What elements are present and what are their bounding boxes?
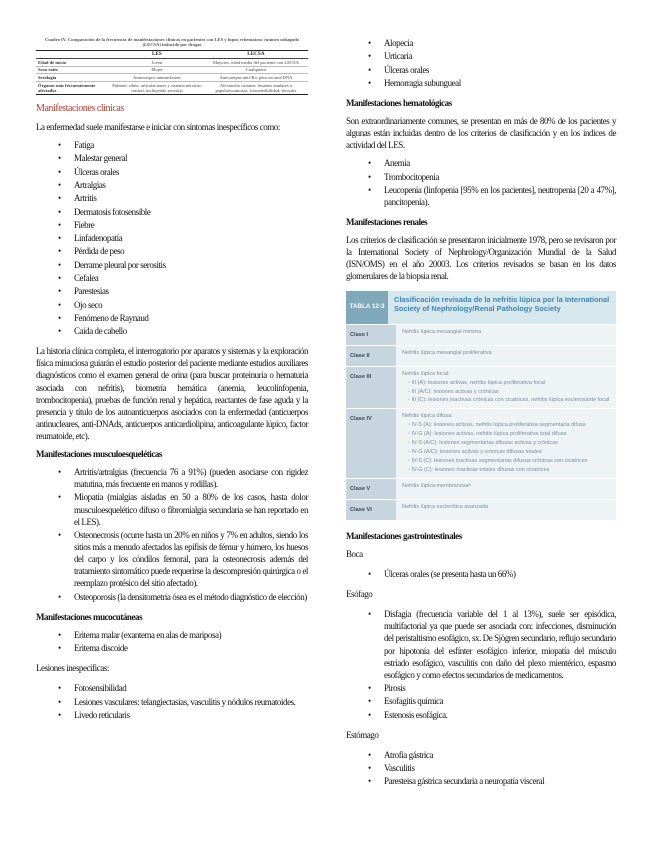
right-column	[346, 0, 616, 795]
comparison-cell: Pulmón, riñón, articulaciones y sistema nervioso central, incluyendo serositis	[110, 82, 204, 95]
class-subtype	[402, 439, 610, 448]
comparison-column-header: LECSA	[204, 51, 308, 59]
list-item: • Úlceras orales	[346, 64, 616, 76]
bullet-icon: ◦	[408, 457, 412, 464]
list-item: • Caída de cabello	[36, 325, 308, 337]
bullet-icon: ◦	[408, 379, 412, 386]
class-line: Nefritis lúpica membranosaᵃ	[402, 482, 471, 489]
class-line: Nefritis lúpica difusa:	[402, 413, 453, 420]
class-line: Nefritis lúpica mesangial mínima	[402, 328, 482, 335]
class-description	[396, 367, 616, 409]
renal-heading: Manifestaciones renales	[346, 217, 428, 228]
classification-row	[346, 345, 616, 366]
list-item: • Fotosensibilidad	[36, 682, 308, 694]
list-item: • Malestar general	[36, 152, 308, 164]
comparison-cell: Edad de inicio	[36, 59, 110, 67]
list-item: • Artritis/artralgias (frecuencia 76 a 91%) (pueden asociarse con rigidez matutina, más frecuente en manos y rodillas).	[36, 466, 308, 490]
gastrointestinal-heading: Manifestaciones gastrointestinales	[346, 530, 462, 541]
bullet-icon: ◦	[408, 397, 412, 404]
comparison-table-body	[36, 59, 308, 95]
list-item: • Fiebre	[36, 219, 308, 231]
msk-heading: Manifestaciones musculoesqueléticas	[36, 448, 162, 459]
subtype-text: III (A/C): lesiones activas y crónicas	[411, 388, 499, 395]
mucocutaneous-list	[36, 629, 308, 654]
history-paragraph: La historia clínica completa, el interrogatorio por aparatos y sistemas y la exploración física minuciosa guiarán el estudio posterior del paciente mediante estudios auxiliares diagnósticos como el examen general de orina (para buscar proteinuria o hematuria asociada con nefritis), biometría hemática (anemia, leucolinfopenia, trombocitopenia), pruebas de función renal y hepática, reactantes de fase aguda y la presencia y título de los autoanticuerpos asociados con la enfermedad (anticuerpos antinucleares, anti-DNAds, anticuerpos anticardiolipina, anticoagulante lúpico, factor reumatoide, etc).	[36, 346, 308, 441]
esofago-list	[346, 608, 616, 720]
comparison-cell: Anticuerpos antinucleares	[110, 74, 204, 82]
class-subtype	[402, 388, 610, 397]
class-label: Clase I	[346, 325, 396, 345]
subtype-text: IV-S (A): lesiones activas, nefritis lúpica proliferativa segmentaria difusa	[411, 422, 586, 429]
list-item: • Anemia	[346, 157, 616, 169]
subtype-text: III (C): lesiones inactivas crónicas con cicatrices, nefritis lúpica esclerosante focal	[411, 397, 610, 404]
list-item: • Livedo reticularis	[36, 709, 308, 721]
nonspecific-label: Lesiones inespecíficas:	[36, 663, 109, 674]
nonspecific-list	[36, 682, 308, 721]
subtype-text: IV-S (A/C): lesiones segmentarias difusas activas y crónicas	[411, 440, 558, 447]
bullet-icon: ◦	[408, 440, 412, 447]
comparison-column-header: LES	[110, 51, 204, 59]
comparison-row	[36, 74, 308, 82]
class-description	[396, 479, 616, 499]
hematologic-list	[346, 157, 616, 208]
comparison-table-grid	[36, 51, 308, 95]
clinical-heading: Manifestaciones clínicas	[36, 103, 124, 114]
comparison-cell: Sexo ratio	[36, 66, 110, 74]
list-item: • Disfagia (frecuencia variable del 1 al 13%), suele ser episódica, multifactorial ya que puede ser asociada con: infecciones, disminución del peristaltismo esofágico, sx. De Sjögren secundario, reflujo secundario por hipotonía del esfínter esofágico inferior, miopatía del músculo estriado esofágico, vasculitis con daño del plexo mientérico, espasmo esofágico y como efectos secundarios de medicamentos.	[346, 608, 616, 681]
list-item: • Atrofia gástrica	[346, 749, 616, 761]
comparison-table-header	[36, 51, 308, 59]
class-line: Nefritis lúpica esclerótica avanzada	[402, 503, 489, 510]
list-item: • Alopecia	[346, 37, 616, 49]
comparison-table-caption: Cuadro IV. Comparación de la frecuencia de manifestaciones clínicas en pacientes con LES y lupus eritematoso cutáneo subagudo (LECSA) inducido por drogas	[36, 37, 308, 51]
list-item: • Pirosis	[346, 682, 616, 694]
class-subtype	[402, 430, 610, 439]
list-item: • Trombocitopenia	[346, 171, 616, 183]
list-item: • Vasculitis	[346, 762, 616, 774]
list-item: • Dermatosis fotosensible	[36, 206, 308, 218]
comparison-row	[36, 66, 308, 74]
list-item: • Úlceras orales	[36, 166, 308, 178]
comparison-cell: Anticuerpos anti-Ro, pero no anti-DNA	[204, 74, 308, 82]
hematologic-heading: Manifestaciones hematológicas	[346, 97, 452, 108]
class-subtype	[402, 448, 610, 457]
list-item: • Eritema malar (exantema en alas de mariposa)	[36, 629, 308, 641]
comparison-cell: Cualquiera	[204, 66, 308, 74]
comparison-row	[36, 82, 308, 95]
list-item: • Eritema discoide	[36, 642, 308, 654]
list-item: • Hemorragia subungueal	[346, 77, 616, 89]
classification-row	[346, 366, 616, 409]
list-item: • Cefalea	[36, 272, 308, 284]
comparison-cell: Mujer	[110, 66, 204, 74]
figure-title: Clasificación revisada de la nefritis lúpica por la International Society of Nephrology/Renal Pathology Society	[394, 294, 610, 313]
list-item: • Lesiones vasculares: telangiectasias, vasculitis y nódulos reumatoides.	[36, 696, 308, 708]
class-label: Clase V	[346, 479, 396, 499]
class-label: Clase II	[346, 346, 396, 366]
list-item: • Osteoporosis (la densitometría ósea es el método diagnóstico de elección)	[36, 591, 308, 603]
boca-list	[346, 568, 616, 580]
list-item: • Fenómeno de Raynaud	[36, 312, 308, 324]
comparison-table	[36, 37, 308, 95]
class-subtype	[402, 396, 610, 405]
list-item: • Osteonecrosis (ocurre hasta un 20% en niños y 7% en adultos, siendo los sitios más a menudo afectados las epífisis de fémur y húmero, los huesos del carpo y los cóndilos femoral, para la osteonecrosis además del tratamiento sintomático puede requerirse la descompresión quirúrgica o el reemplazo protésico del sitio afectado).	[36, 529, 308, 589]
class-subtype	[402, 379, 610, 388]
bullet-icon: ◦	[408, 466, 412, 473]
subtype-text: IV-G (C): lesiones inactivas totales difusas con cicatrices	[411, 466, 550, 473]
class-subtype	[402, 421, 610, 430]
class-description	[396, 346, 616, 366]
bullet-icon: ◦	[408, 422, 412, 429]
comparison-cell: Serología	[36, 74, 110, 82]
class-label: Clase VI	[346, 500, 396, 520]
figure-rows	[346, 324, 616, 520]
list-item: • Pérdida de peso	[36, 245, 308, 257]
list-item: • Paresteisa gástrica secundaria a neuropatía visceral	[346, 775, 616, 787]
list-item: • Estenosis esofágica.	[346, 709, 616, 721]
msk-list	[36, 466, 308, 603]
class-line: Nefritis lúpica focal:	[402, 370, 450, 377]
list-item: • Miopatía (mialgias aisladas en 50 a 80% de los casos, hasta dolor musculoesquelético difuso o fibromialgia secundaria se han reportado en el LES).	[36, 491, 308, 527]
figure-header	[346, 291, 616, 324]
class-label: Clase III	[346, 367, 396, 409]
list-item: • Linfadenopatía	[36, 232, 308, 244]
classification-row	[346, 324, 616, 345]
class-subtype	[402, 466, 610, 475]
boca-label: Boca	[346, 548, 363, 559]
estomago-list	[346, 749, 616, 788]
symptom-list	[36, 139, 308, 337]
classification-row	[346, 478, 616, 499]
comparison-cell: Joven	[110, 59, 204, 67]
renal-paragraph: Los criterios de clasificación se presentaron inicialmente 1978, pero se revisaron por la International Society of Nephrology/Organización Mundial de la Salud (ISN/OMS) en el año 20003. Los criterios revisados se basan en los datos glomerulares de la biopsia renal.	[346, 235, 616, 282]
cutaneous-list-cont	[346, 37, 616, 89]
comparison-column-header	[36, 51, 110, 59]
comparison-cell: Mayores, edad media del paciente con LECSA	[204, 59, 308, 67]
list-item: • Derrame pleural por serositis	[36, 259, 308, 271]
classification-row	[346, 408, 616, 477]
list-item: • Parestesias	[36, 285, 308, 297]
comparison-cell: Afectación cutánea: lesiones anulares o papuloescamosas, fotosensibilidad, serositis	[204, 82, 308, 95]
list-item: • Urticaria	[346, 50, 616, 62]
bullet-icon: ◦	[408, 431, 412, 438]
comparison-cell: Órganos más frecuentemente afectados	[36, 82, 110, 95]
classification-row	[346, 499, 616, 520]
hematologic-paragraph: Son extraordinariamente comunes, se presentan en más de 80% de los pacientes y algunas están incluidas dentro de los criterios de clasificación y en los índices de actividad del LES.	[346, 116, 616, 151]
bullet-icon: ◦	[408, 448, 412, 455]
list-item: • Úlceras orales (se presenta hasta un 66%)	[346, 568, 616, 580]
class-subtype	[402, 457, 610, 466]
comparison-row	[36, 59, 308, 67]
estomago-label: Estómago	[346, 729, 379, 740]
class-label: Clase IV	[346, 409, 396, 477]
list-item: • Esofagitis química	[346, 695, 616, 707]
list-item: • Leucopenia (linfopenia [95% en los pacientes], neutropenia [20 a 47%], pancitopenia).	[346, 184, 616, 208]
class-description	[396, 500, 616, 520]
list-item: • Artralgias	[36, 179, 308, 191]
class-description	[396, 325, 616, 345]
subtype-text: III (A): lesiones activas, nefritis lúpica proliferativa focal	[411, 379, 546, 386]
esofago-label: Esófago	[346, 589, 373, 600]
figure-tag: TABLA 12-3	[346, 291, 388, 324]
class-line: Nefritis lúpica mesangial proliferativa	[402, 349, 492, 356]
intro-paragraph: La enfermedad suele manifestarse e iniciar con síntomas inespecíficos como:	[36, 122, 280, 133]
nephritis-classification-table	[346, 291, 616, 520]
left-column	[36, 0, 308, 729]
list-item: • Ojo seco	[36, 299, 308, 311]
subtype-text: IV-G (A): lesiones activas, nefritis lúpica proliferativa total difusa	[411, 431, 567, 438]
list-item: • Fatiga	[36, 139, 308, 151]
bullet-icon: ◦	[408, 388, 412, 395]
subtype-text: IV-S (C): lesiones inactivas segmentarias difusas crónicas con cicatrices	[411, 457, 588, 464]
subtype-text: IV-G (A/C): lesiones activas y crónicas difusas totales	[411, 448, 542, 455]
list-item: • Artritis	[36, 192, 308, 204]
mucocutaneous-heading: Manifestaciones mucocutáneas	[36, 611, 143, 622]
class-description	[396, 409, 616, 477]
